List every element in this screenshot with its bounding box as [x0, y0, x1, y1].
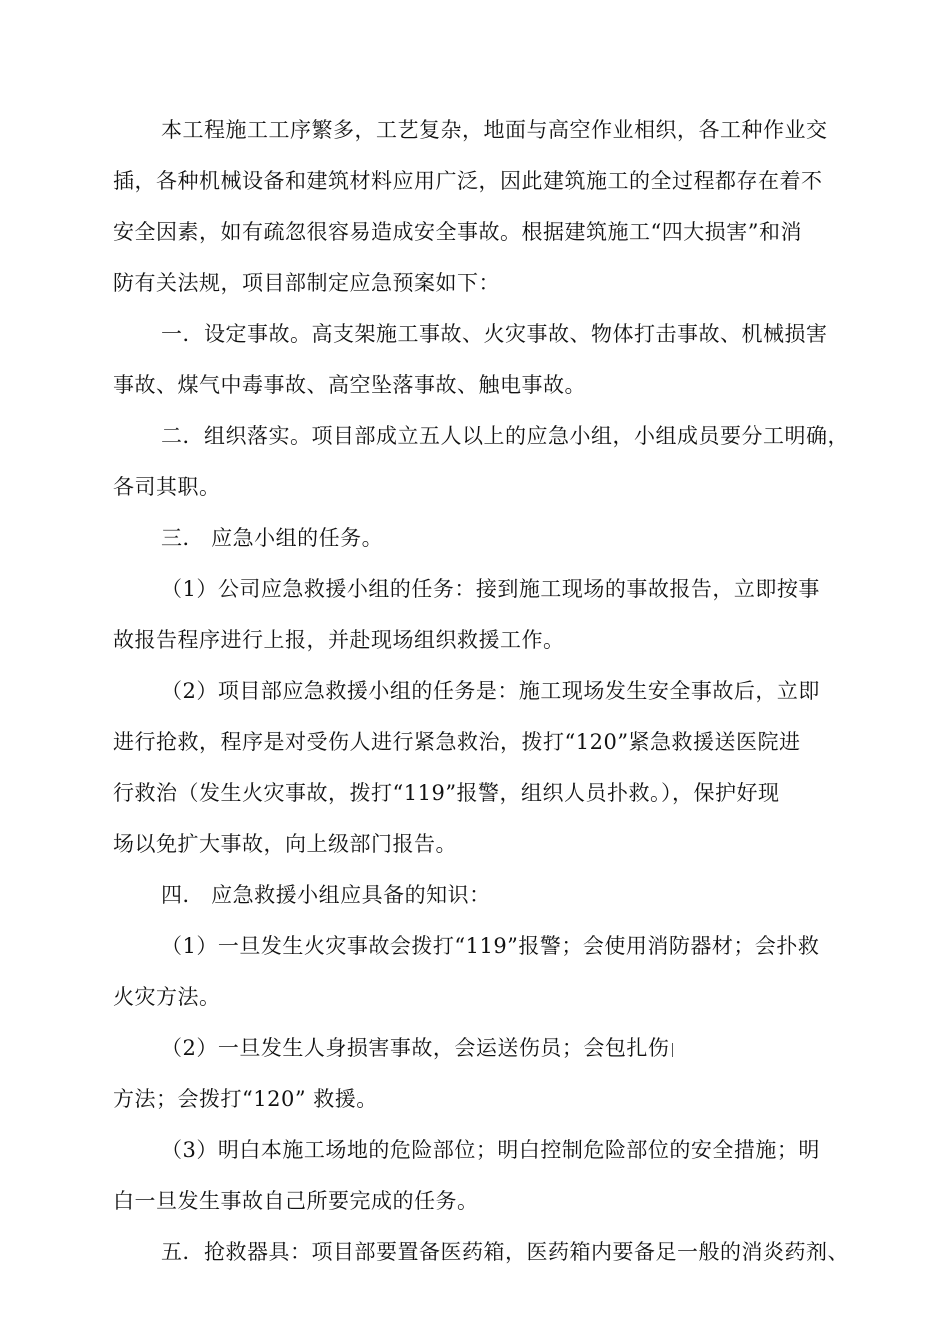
text-line: 各司其职。: [113, 475, 221, 499]
text-line: 场以免扩大事故，向上级部门报告。: [113, 832, 457, 856]
text-line: 二．组织落实。项目部成立五人以上的应急小组，小组成员要分工明确，: [161, 424, 849, 448]
text-line: 白一旦发生事故自己所要完成的任务。: [113, 1189, 479, 1213]
text-line: 事故、煤气中毒事故、高空坠落事故、触电事故。: [113, 373, 586, 397]
text-line-with-cursor: [161, 1034, 673, 1062]
text-line: 进行抢救，程序是对受伤人进行紧急救治，拨打“120”紧急救援送医院进: [113, 730, 801, 754]
faint-watermark: [258, 1162, 408, 1202]
text-line: 方法；会拨打“120” 救援。: [113, 1087, 378, 1111]
text-line: 三． 应急小组的任务。: [161, 526, 384, 550]
text-line: 安全因素，如有疏忽很容易造成安全事故。根据建筑施工“四大损害”和消: [113, 220, 802, 244]
text-line: （3）明白本施工场地的危险部位；明白控制危险部位的安全措施；明: [161, 1138, 820, 1162]
text-line: （2）项目部应急救援小组的任务是：施工现场发生安全事故后，立即: [161, 679, 820, 703]
text-line: 故报告程序进行上报，并赴现场组织救援工作。: [113, 628, 565, 652]
text-cursor-mark: [672, 1043, 673, 1057]
text-line: 行救治（发生火灾事故，拨打“119”报警，组织人员扑救。），保护好现: [113, 781, 780, 805]
text-line: （1）公司应急救援小组的任务：接到施工现场的事故报告，立即按事: [161, 577, 820, 601]
text-line: （1）一旦发生火灾事故会拨打“119”报警；会使用消防器材；会扑救: [161, 934, 820, 958]
text-line: 插，各种机械设备和建筑材料应用广泛，因此建筑施工的全过程都存在着不: [113, 169, 823, 193]
text-line: 防有关法规，项目部制定应急预案如下：: [113, 271, 500, 295]
text-line: （2）一旦发生人身损害事故，会运送伤员；会包扎伤: [161, 1036, 670, 1060]
text-line: 本工程施工工序繁多，工艺复杂，地面与高空作业相织，各工种作业交: [161, 118, 828, 142]
text-line: 一．设定事故。高支架施工事故、火灾事故、物体打击事故、机械损害: [161, 322, 828, 346]
text-line: 五．抢救器具：项目部要置备医药箱，医药箱内要备足一般的消炎药剂、: [161, 1240, 849, 1264]
text-line: 火灾方法。: [113, 985, 221, 1009]
text-line: 四． 应急救援小组应具备的知识：: [161, 883, 491, 907]
